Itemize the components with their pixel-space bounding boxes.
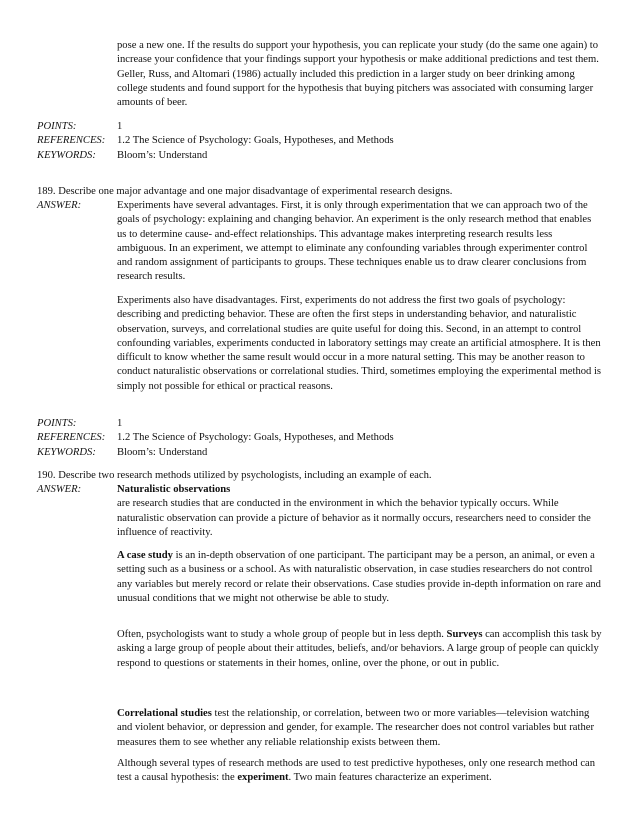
points-row — [37, 417, 607, 431]
case-study-text: is an in-depth observation of one participant. The participant may be a person, an animal, or even a setting such as a business or a school. As with naturalistic observation, in case studies researchers do not control any variables but merely record or relate their observations. Case studies provide in-depth information on rare and unusual conditions that we might not otherwise be able to study. — [117, 550, 601, 604]
points-value: 1 — [117, 121, 123, 132]
keywords-row — [37, 446, 607, 460]
naturalistic-observations-block — [117, 483, 603, 540]
surveys-text: can accomplish this task by asking a large group of people about their attitudes, beliefs, and/or behaviors. A large group of people can quickly respond to questions or statements in their homes, online, over the phone, or out in public. — [117, 629, 602, 669]
experiment-intro: Although several types of research methods are used to test predictive hypotheses, only one research method can test a causal hypothesis: the — [117, 758, 596, 784]
references-row — [37, 134, 607, 148]
points-label: POINTS: — [37, 418, 77, 429]
surveys-term: Surveys — [446, 629, 483, 640]
references-row — [37, 431, 607, 445]
references-label: REFERENCES: — [37, 135, 106, 147]
meta-block-2 — [37, 417, 607, 460]
points-label: POINTS: — [37, 121, 77, 132]
case-study-term: A case study — [117, 550, 173, 561]
experiment-paragraph — [117, 757, 603, 786]
answer-189-paragraph-1: Experiments have several advantages. First, it is only through experimentation that we can approach two of the goals of psychology: explaining and changing behavior. An experiment is the only research method that enables us to determine cause- and-effect relationships. This advantage makes interpreting research results less ambiguous. In an experiment, we attempt to eliminate any confounding variables through experimenter control and random assignment of participants to groups. These techniques enable us to draw clearer conclusions from research results. — [117, 200, 592, 283]
surveys-paragraph — [117, 628, 603, 671]
keywords-row — [37, 149, 607, 163]
references-value: 1.2 The Science of Psychology: Goals, Hypotheses, and Methods — [117, 135, 394, 147]
keywords-label: KEYWORDS: — [37, 149, 96, 161]
references-label: REFERENCES: — [37, 432, 106, 444]
points-value: 1 — [117, 418, 123, 429]
keywords-label: KEYWORDS: — [37, 446, 96, 458]
points-row — [37, 120, 607, 134]
experiment-text: . Two main features characterize an experiment. — [288, 772, 492, 784]
correlational-studies-paragraph — [117, 707, 603, 750]
answer-label-190: ANSWER: — [37, 484, 82, 495]
question-190: 190. Describe two research methods utilized by psychologists, including an example of each. — [37, 470, 432, 481]
meta-block-1 — [37, 120, 607, 163]
naturalistic-observations-text: are research studies that are conducted in the environment in which the behavior typically occurs. While naturalistic observation can provide a picture of behavior as it normally occurs, researchers need to consider the influence of reactivity. — [117, 498, 591, 538]
correlational-studies-text: test the relationship, or correlation, between two or more variables—television watching and violent behavior, or depression and gender, for example. The researcher does not control variables but rather measures them to see whether any reliable relationship exists between them. — [117, 708, 594, 748]
references-value: 1.2 The Science of Psychology: Goals, Hypotheses, and Methods — [117, 432, 394, 444]
keywords-value: Bloom’s: Understand — [117, 149, 208, 161]
answer-label-189: ANSWER: — [37, 200, 82, 211]
keywords-value: Bloom’s: Understand — [117, 446, 208, 458]
surveys-intro: Often, psychologists want to study a whole group of people but in less depth. — [117, 629, 447, 640]
continuation-paragraph: pose a new one. If the results do support your hypothesis, you can replicate your study (do the same one again) to increase your confidence that your findings support your hypothesis or make additional predictions and test them. Geller, Russ, and Altomari (1986) actually included this prediction in a larger study on beer drinking among college students and found support for the hypothesis that buying pitchers was associated with consuming larger amounts of beer. — [117, 40, 599, 109]
experiment-term: experiment — [237, 772, 289, 784]
correlational-studies-term: Correlational studies — [117, 708, 212, 719]
case-study-paragraph — [117, 549, 603, 606]
question-189: 189. Describe one major advantage and one major disadvantage of experimental research designs. — [37, 186, 453, 197]
naturalistic-observations-term: Naturalistic observations — [117, 484, 231, 495]
answer-189-paragraph-2: Experiments also have disadvantages. First, experiments do not address the first two goals of psychology: describing and predicting behavior. These are often the first steps in understanding behavior, and naturalistic observation, surveys, and correlational studies are quite useful for doing this. Second, in an attempt to control confounding variables, experiments conducted in laboratory settings may create an artificial atmosphere. It is then difficult to know whether the same result would occur in a more natural setting. This may be another reason to conduct naturalistic observations or correlational studies. Third, sometimes employing the experimental method is simply not possible for ethical or practical reasons. — [117, 295, 602, 392]
